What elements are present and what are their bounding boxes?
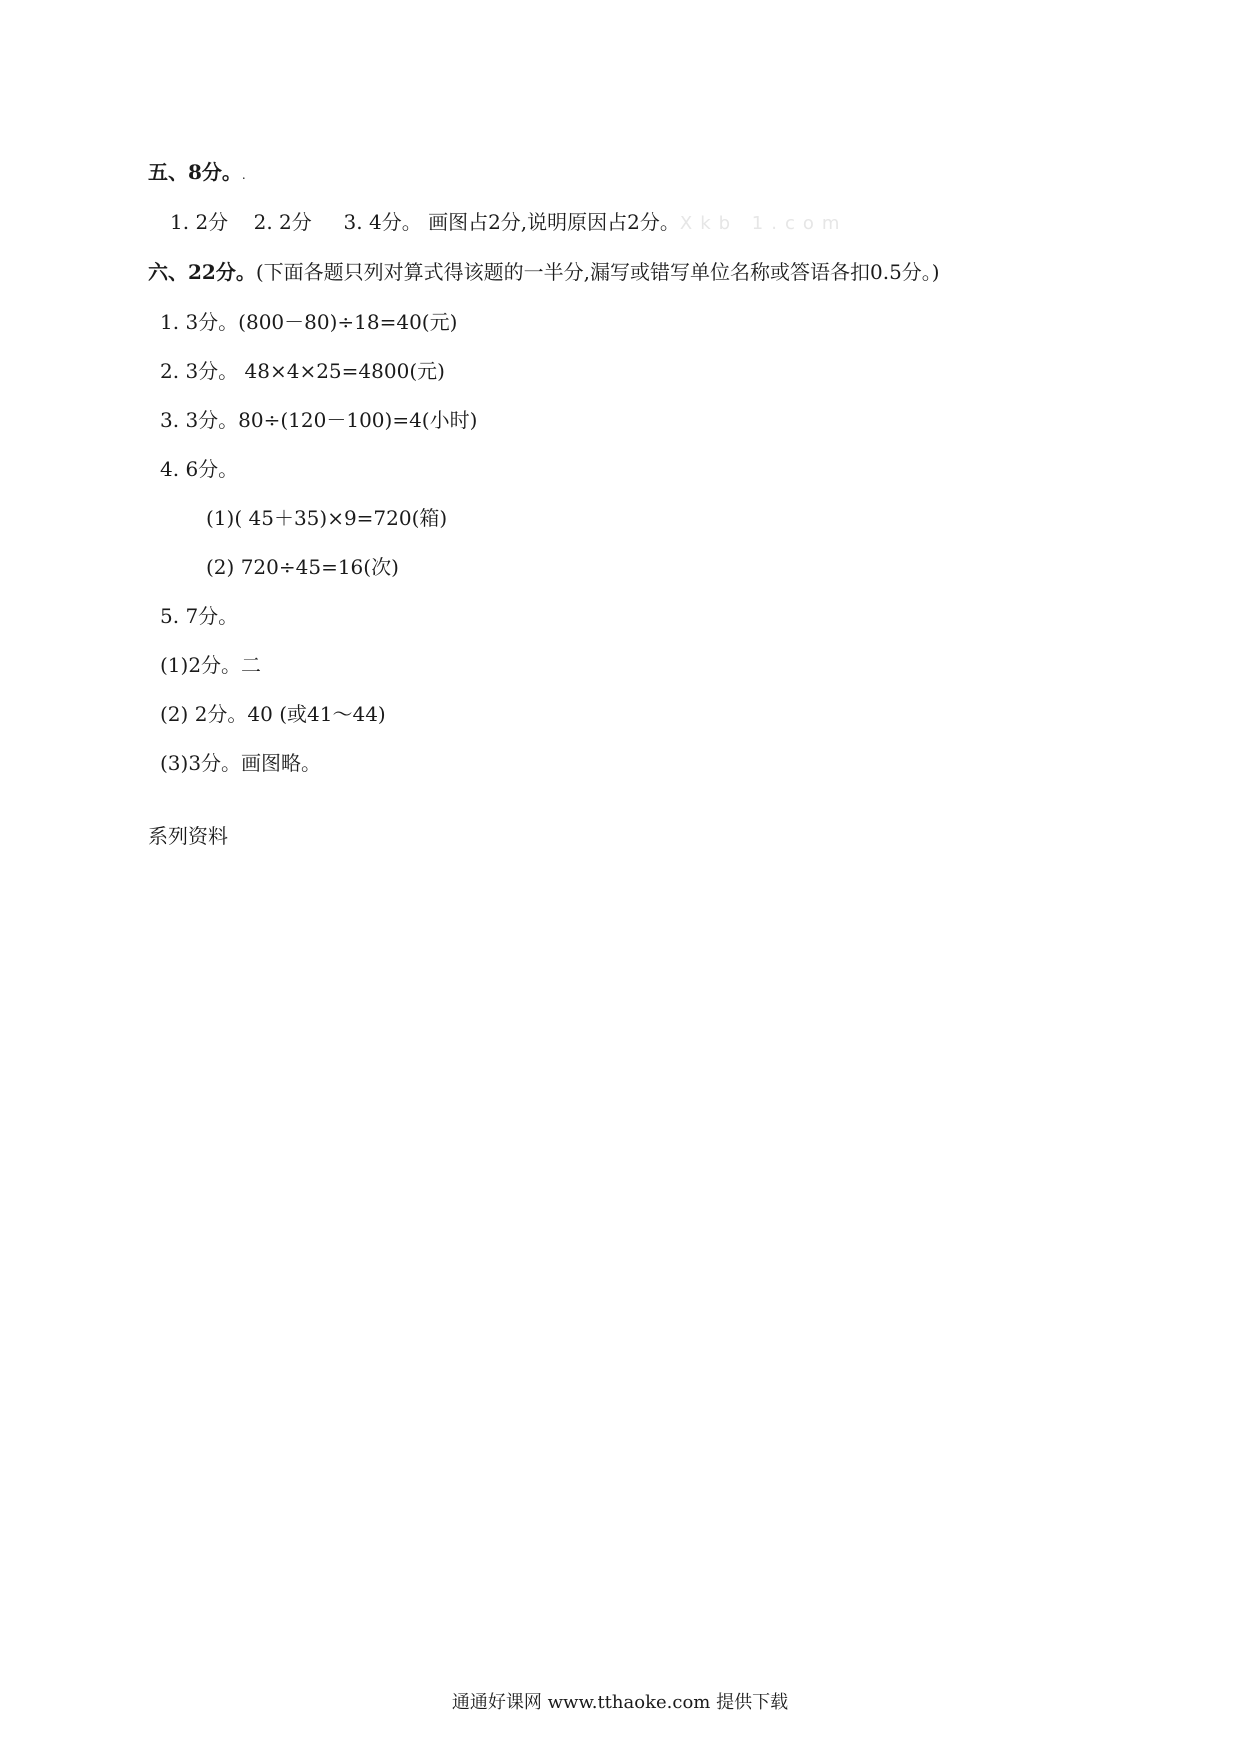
answer-line-2: 2. 3分。 48×4×25=4800(元) xyxy=(160,359,445,383)
section-5-items-text: 1. 2分 2. 2分 3. 4分。 画图占2分,说明原因占2分。 xyxy=(170,210,680,234)
answer-line-3: 3. 3分。80÷(120－100)=4(小时) xyxy=(160,408,478,432)
section-6-header xyxy=(148,258,940,286)
section-5-header xyxy=(148,158,246,189)
watermark-text: Xkb 1.com xyxy=(679,213,848,234)
section-6-title: 六、22分。 xyxy=(148,260,256,284)
answer-line-1: 1. 3分。(800－80)÷18=40(元) xyxy=(160,310,458,334)
page-footer: 通通好课网 www.tthaoke.com 提供下载 xyxy=(451,1692,789,1713)
answer-line-5: 5. 7分。 xyxy=(160,604,239,628)
answer-line-5-1: (1)2分。二 xyxy=(160,653,262,677)
answer-line-4: 4. 6分。 xyxy=(160,457,239,481)
answer-line-5-3: (3)3分。画图略。 xyxy=(160,751,322,775)
answer-line-5-2: (2) 2分。40 (或41～44) xyxy=(160,702,386,726)
answer-line-4-1: (1)( 45＋35)×9=720(箱) xyxy=(206,506,448,530)
section-5-items xyxy=(170,208,847,238)
series-label: 系列资料 xyxy=(148,824,228,848)
section-6-note: (下面各题只列对算式得该题的一半分,漏写或错写单位名称或答语各扣0.5分。) xyxy=(255,260,940,284)
answer-line-4-2: (2) 720÷45=16(次) xyxy=(206,555,399,579)
section-5-trail-mark: . xyxy=(241,168,246,182)
section-5-title: 五、8分。 xyxy=(148,160,242,184)
